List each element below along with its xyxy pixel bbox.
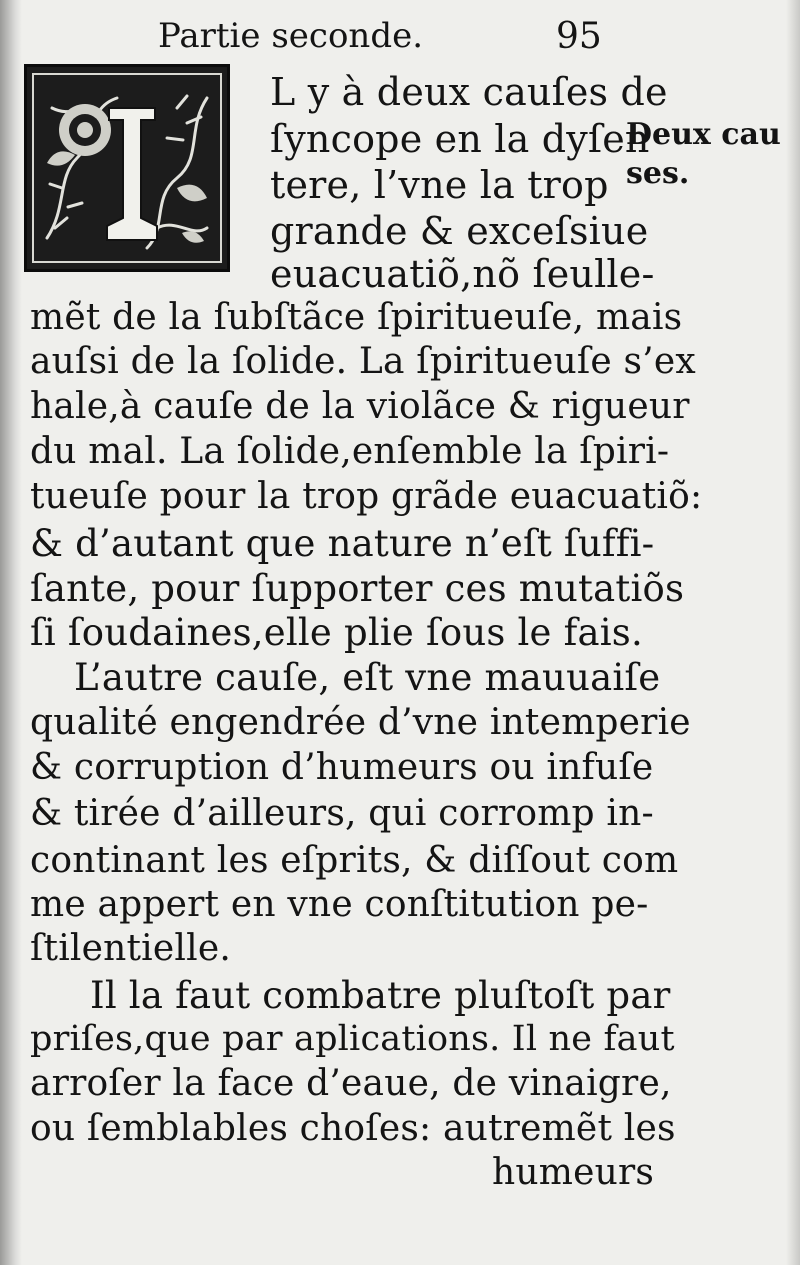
text-line: ſtilentielle. [30, 928, 231, 969]
text-line: tere, l’vne la trop [270, 163, 609, 207]
marginal-note-line: ses. [626, 156, 690, 191]
initial-woodcut-icon [27, 67, 227, 269]
text-line: du mal. La ſolide,enſemble la ſpiri- [30, 431, 670, 472]
text-line: grande & exceſsiue [270, 209, 649, 253]
text-line: auſsi de la ſolide. La ſpiritueuſe s’ex [30, 341, 696, 382]
text-line: & corruption d’humeurs ou infuſe [30, 747, 654, 788]
text-line: hale,à cauſe de la violãce & rigueur [30, 386, 690, 427]
text-line: me appert en vne conſtitution pe- [30, 884, 649, 925]
marginal-note-line: Deux cau [626, 117, 781, 152]
text-line: ſyncope en la dyſen [270, 117, 650, 161]
text-line: mẽt de la ſubſtãce ſpiritueuſe, mais [30, 297, 683, 338]
text-line: Il la faut combatre pluſtoſt par [90, 974, 671, 1017]
text-line: ſante, pour ſupporter ces mutatiõs [30, 567, 685, 610]
text-line: L y à deux cauſes de [270, 70, 668, 114]
text-line: arroſer la face d’eaue, de vinaigre, [30, 1063, 672, 1104]
text-line: & tirée d’ailleurs, qui corromp in- [30, 793, 654, 834]
decorated-initial-letter [24, 64, 230, 272]
running-header: Partie seconde. [158, 16, 424, 56]
text-line: ou ſemblables choſes: autremẽt les [30, 1108, 676, 1149]
text-line: qualité engendrée d’vne intemperie [30, 702, 691, 743]
text-line: ſi ſoudaines,elle plie ſous le fais. [30, 611, 643, 654]
text-line: tueuſe pour la trop grãde euacuatiõ: [30, 476, 703, 517]
catchword: humeurs [492, 1152, 655, 1193]
page-number: 95 [556, 16, 602, 57]
text-line: & d’autant que nature n’eſt ſuffi- [30, 522, 655, 565]
text-line: L’autre cauſe, eſt vne mauuaiſe [74, 656, 661, 699]
text-line: priſes,que par aplications. Il ne faut [30, 1019, 675, 1059]
text-line: euacuatiõ,nõ ſeulle- [270, 252, 655, 296]
text-line: continant les eſprits, & diſſout com [30, 840, 679, 881]
